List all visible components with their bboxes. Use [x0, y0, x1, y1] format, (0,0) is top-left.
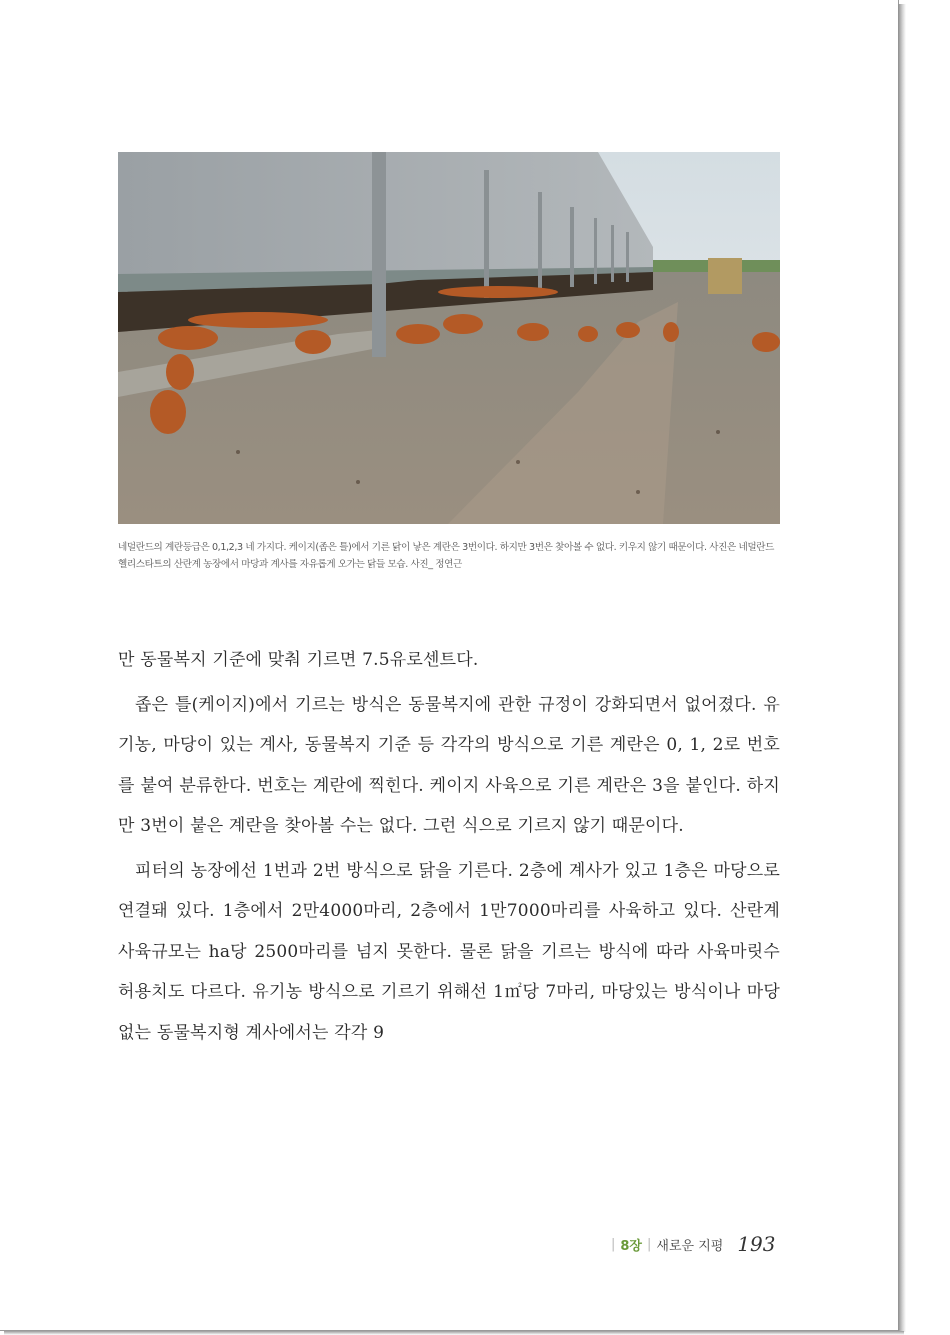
page-number: 193	[737, 1232, 776, 1256]
chapter-number: 8장	[620, 1238, 642, 1254]
body-text	[118, 640, 780, 1053]
page-edge-shadow	[898, 4, 906, 1332]
paragraph: 피터의 농장에선 1번과 2번 방식으로 닭을 기른다. 2층에 계사가 있고 1층은 마당으로 연결돼 있다. 1층에서 2만4000마리, 2층에서 1만7000마리를 사육하고 있다. 산란계 사육규모는 ha당 2500마리를 넘지 못한다. 물론 닭을 기르는 방식에 따라 사육마릿수 허용치도 다르다. 유기농 방식으로 기르기 위해선 1㎡당 7마리, 마당있는 방식이나 마당없는 동물복지형 계사에서는 각각 9	[118, 860, 780, 1043]
paragraph-continuation: 만 동물복지 기준에 맞춰 기르면 7.5유로센트다.	[118, 650, 479, 670]
page-edge-shadow-bottom	[4, 1331, 904, 1335]
chapter-title: 새로운 지평	[656, 1238, 724, 1254]
footer-divider: |	[647, 1236, 652, 1252]
farm-photo	[118, 152, 780, 524]
photo-caption: 네덜란드의 계란등급은 0,1,2,3 네 가지다. 케이지(좁은 틀)에서 기른 닭이 낳은 계란은 3번이다. 하지만 3번은 찾아볼 수 없다. 키우지 않기 때문이다. 사진은 네덜란드 헬리스타트의 산란계 농장에서 마당과 계사를 자유롭게 오가는 닭들 모습. 사진_ 정연근	[118, 542, 775, 570]
page-footer	[606, 1232, 776, 1256]
paragraph: 좁은 틀(케이지)에서 기르는 방식은 동물복지에 관한 규정이 강화되면서 없어졌다. 유기농, 마당이 있는 계사, 동물복지 기준 등 각각의 방식으로 기른 계란은 0, 1, 2로 번호를 붙여 분류한다. 번호는 계란에 찍힌다. 케이지 사육으로 기른 계란은 3을 붙인다. 하지만 3번이 붙은 계란을 찾아볼 수는 없다. 그런 식으로 기르지 않기 때문이다.	[118, 694, 780, 836]
footer-divider: |	[611, 1236, 616, 1252]
